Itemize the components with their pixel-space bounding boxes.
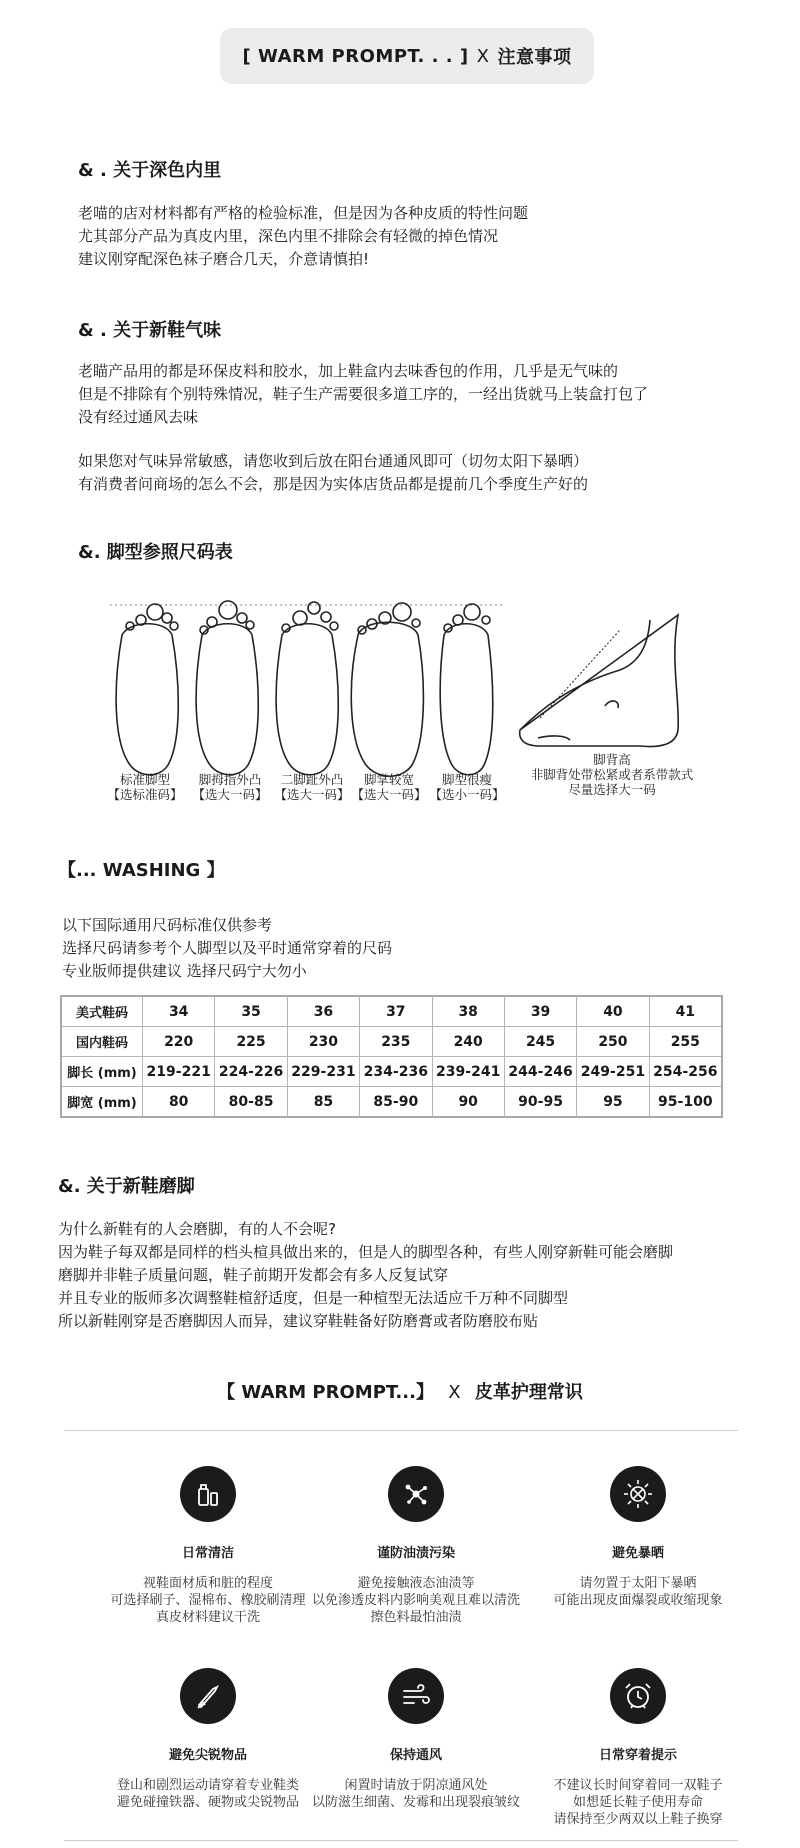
table-cell: 230 <box>288 1027 360 1057</box>
text-line: 所以新鞋刚穿是否磨脚因人而异，建议穿鞋鞋备好防磨膏或者防磨胶布贴 <box>58 1312 539 1330</box>
table-cell: 254-256 <box>650 1057 721 1087</box>
foot-type-advice: 【选标准码】 <box>107 787 183 802</box>
divider <box>64 1430 738 1431</box>
table-cell: 95-100 <box>658 1093 713 1110</box>
foot-type-advice: 【选大一码】 <box>351 787 427 802</box>
text-line: 建议刚穿配深色袜子磨合几天，介意请慎拍! <box>78 250 370 268</box>
text-line: 以下国际通用尺码标准仅供参考 <box>62 916 273 934</box>
care-item-title: 保持通风 <box>389 1748 442 1763</box>
text-line: 避免接触液态油渍等 <box>357 1576 475 1591</box>
table-cell: 35 <box>215 997 287 1027</box>
sun-icon <box>610 1466 666 1522</box>
text-line: 如想延长鞋子使用寿命 <box>572 1795 703 1810</box>
table-cell: 41 <box>650 997 721 1027</box>
separator-x: X <box>476 45 490 67</box>
text-line: 老喵的店对材料都有严格的检验标准，但是因为各种皮质的特性问题 <box>78 204 529 222</box>
warm-prompt-label: 【 WARM PROMPT...】 <box>217 1382 434 1403</box>
foot-chart-title: &. 脚型参照尺码表 <box>78 542 233 563</box>
table-cell: 250 <box>577 1027 649 1057</box>
text-line: 闲置时请放于阴凉通风处 <box>344 1778 488 1793</box>
care-item-wear-tips <box>518 1668 758 1828</box>
text-line: 视鞋面材质和脏的程度 <box>142 1576 273 1591</box>
foot-type-name: 二脚趾外凸 <box>280 772 344 787</box>
notice-title: 注意事项 <box>497 47 572 68</box>
row-header: 脚宽 (mm) <box>62 1087 143 1116</box>
care-item-desc <box>518 1575 758 1609</box>
text-line: 有消费者问商场的怎么不会，那是因为实体店货品都是提前几个季度生产好的 <box>78 475 589 493</box>
care-item-ventilation <box>296 1668 536 1811</box>
table-cell: 34 <box>143 997 215 1027</box>
care-item-desc <box>518 1777 758 1828</box>
care-item-title: 避免暴晒 <box>611 1546 664 1561</box>
text-line: 尤其部分产品为真皮内里，深色内里不排除会有轻微的掉色情况 <box>78 227 499 245</box>
table-cell: 249-251 <box>577 1057 649 1087</box>
table-cell: 239-241 <box>433 1057 505 1087</box>
leather-care-header <box>0 1378 800 1404</box>
table-cell: 95 <box>577 1087 649 1116</box>
table-cell: 235 <box>360 1027 432 1057</box>
table-cell: 80-85 <box>215 1087 287 1116</box>
table-cell: 225 <box>215 1027 287 1057</box>
table-cell: 229-231 <box>288 1057 360 1087</box>
table-cell: 85-90 <box>360 1087 432 1116</box>
cleaning-bottle-icon <box>180 1466 236 1522</box>
washing-title: 【... WASHING 】 <box>58 860 225 881</box>
table-row <box>62 1027 721 1057</box>
care-item-desc <box>296 1777 536 1811</box>
care-item-title: 避免尖锐物品 <box>168 1748 247 1763</box>
table-cell: 90 <box>433 1087 505 1116</box>
care-item-desc <box>88 1575 328 1626</box>
text-line: 因为鞋子每双都是同样的档头楦具做出来的，但是人的脚型各种，有些人刚穿新鞋可能会磨脚 <box>58 1243 674 1261</box>
table-row <box>62 997 721 1027</box>
table-cell: 220 <box>143 1027 215 1057</box>
text-line: 如果您对气味异常敏感，请您收到后放在阳台通通风即可（切勿太阳下暴晒） <box>78 452 589 470</box>
table-cell: 36 <box>288 997 360 1027</box>
text-line: 没有经过通风去味 <box>78 408 199 426</box>
table-cell: 40 <box>577 997 649 1027</box>
table-cell: 224-226 <box>215 1057 287 1087</box>
care-item-title: 日常清洁 <box>181 1546 234 1561</box>
wind-icon <box>388 1668 444 1724</box>
table-cell: 244-246 <box>505 1057 577 1087</box>
text-line: 但是不排除有个别特殊情况，鞋子生产需要很多道工序的，一经出货就马上装盒打包了 <box>78 385 649 403</box>
care-item-sharp <box>88 1668 328 1811</box>
dark-lining-title: & . 关于深色内里 <box>78 160 222 181</box>
separator-x: X <box>448 1382 461 1403</box>
text-line: 可能出现皮面爆裂或收缩现象 <box>553 1593 723 1608</box>
text-line: 以免渗透皮料内影响美观且难以清洗 <box>311 1593 520 1608</box>
table-cell: 38 <box>433 997 505 1027</box>
warm-prompt-header <box>220 28 594 84</box>
text-line: 真皮材料建议干洗 <box>155 1610 260 1625</box>
care-item-desc <box>88 1777 328 1811</box>
foot-label-slim <box>422 772 512 802</box>
foot-type-name: 脚拇指外凸 <box>198 772 262 787</box>
care-item-sun <box>518 1466 758 1609</box>
foot-label-standard <box>100 772 190 802</box>
text-line: 以防滋生细菌、发霉和出现裂痕皱纹 <box>311 1795 520 1810</box>
table-cell: 245 <box>505 1027 577 1057</box>
row-header: 美式鞋码 <box>62 997 143 1027</box>
care-item-title: 谨防油渍污染 <box>376 1546 455 1561</box>
text-line: 并且专业的版师多次调整鞋楦舒适度，但是一种楦型无法适应千万种不同脚型 <box>58 1289 569 1307</box>
blister-text <box>58 1218 673 1333</box>
text-line: 请勿置于太阳下暴晒 <box>579 1576 697 1591</box>
warm-prompt-label: [ WARM PROMPT. . . ] <box>242 45 469 67</box>
text-line: 磨脚并非鞋子质量问题，鞋子前期开发都会有多人反复试穿 <box>58 1266 449 1284</box>
foot-type-name: 脚掌较宽 <box>363 772 414 787</box>
text-line: 专业版师提供建议 选择尺码宁大勿小 <box>62 962 307 980</box>
foot-type-advice: 【选大一码】 <box>274 787 350 802</box>
text-line: 可选择刷子、湿棉布、橡胶刷清理 <box>110 1593 306 1608</box>
table-cell: 219-221 <box>143 1057 215 1087</box>
care-item-oil <box>296 1466 536 1626</box>
blister-title: &. 关于新鞋磨脚 <box>58 1176 195 1197</box>
foot-label-wide <box>344 772 434 802</box>
size-table <box>60 995 723 1118</box>
table-cell: 85 <box>288 1087 360 1116</box>
text-line: 登山和剧烈运动请穿着专业鞋类 <box>116 1778 299 1793</box>
foot-type-name: 脚型很瘦 <box>441 772 492 787</box>
text-line: 选择尺码请参考个人脚型以及平时通常穿着的尺码 <box>62 939 393 957</box>
care-item-cleaning <box>88 1466 328 1626</box>
table-cell: 39 <box>505 997 577 1027</box>
text-line: 避免碰撞铁器、硬物或尖锐物品 <box>116 1795 299 1810</box>
foot-type-name: 标准脚型 <box>119 772 170 787</box>
text-line: 为什么新鞋有的人会磨脚，有的人不会呢? <box>58 1220 336 1238</box>
row-header: 脚长 (mm) <box>62 1057 143 1087</box>
text-line: 老瞄产品用的都是环保皮料和胶水，加上鞋盒内去味香包的作用，几乎是无气味的 <box>78 362 619 380</box>
foot-label-high-instep <box>512 752 712 797</box>
care-item-desc <box>296 1575 536 1626</box>
smell-text <box>78 360 648 429</box>
smell-text-2 <box>78 450 588 496</box>
foot-type-advice: 【选小一码】 <box>429 787 505 802</box>
instep-advice: 尽量选择大一码 <box>568 782 656 797</box>
care-title: 皮革护理常识 <box>474 1382 583 1403</box>
table-row <box>62 1057 721 1087</box>
washing-text <box>62 914 392 983</box>
instep-advice: 非脚背处带松紧或者系带款式 <box>530 767 694 782</box>
instep-name: 脚背高 <box>593 752 631 767</box>
table-cell: 37 <box>360 997 432 1027</box>
text-line: 不建议长时间穿着同一双鞋子 <box>553 1778 723 1793</box>
care-item-title: 日常穿着提示 <box>598 1748 677 1763</box>
smell-title: & . 关于新鞋气味 <box>78 320 222 341</box>
foot-type-advice: 【选大一码】 <box>192 787 268 802</box>
text-line: 请保持至少两双以上鞋子换穿 <box>553 1812 723 1827</box>
table-cell: 234-236 <box>360 1057 432 1087</box>
table-cell: 80 <box>143 1087 215 1116</box>
text-line: 擦色料最怕油渍 <box>370 1610 462 1625</box>
knife-icon <box>180 1668 236 1724</box>
row-header: 国内鞋码 <box>62 1027 143 1057</box>
table-row <box>62 1087 721 1116</box>
table-cell: 90-95 <box>505 1087 577 1116</box>
table-cell: 255 <box>650 1027 721 1057</box>
table-cell: 240 <box>433 1027 505 1057</box>
oil-splash-icon <box>388 1466 444 1522</box>
foot-shape-diagram <box>100 590 720 810</box>
bottom-divider <box>64 1840 738 1841</box>
dark-lining-text <box>78 202 528 271</box>
alarm-clock-icon <box>610 1668 666 1724</box>
